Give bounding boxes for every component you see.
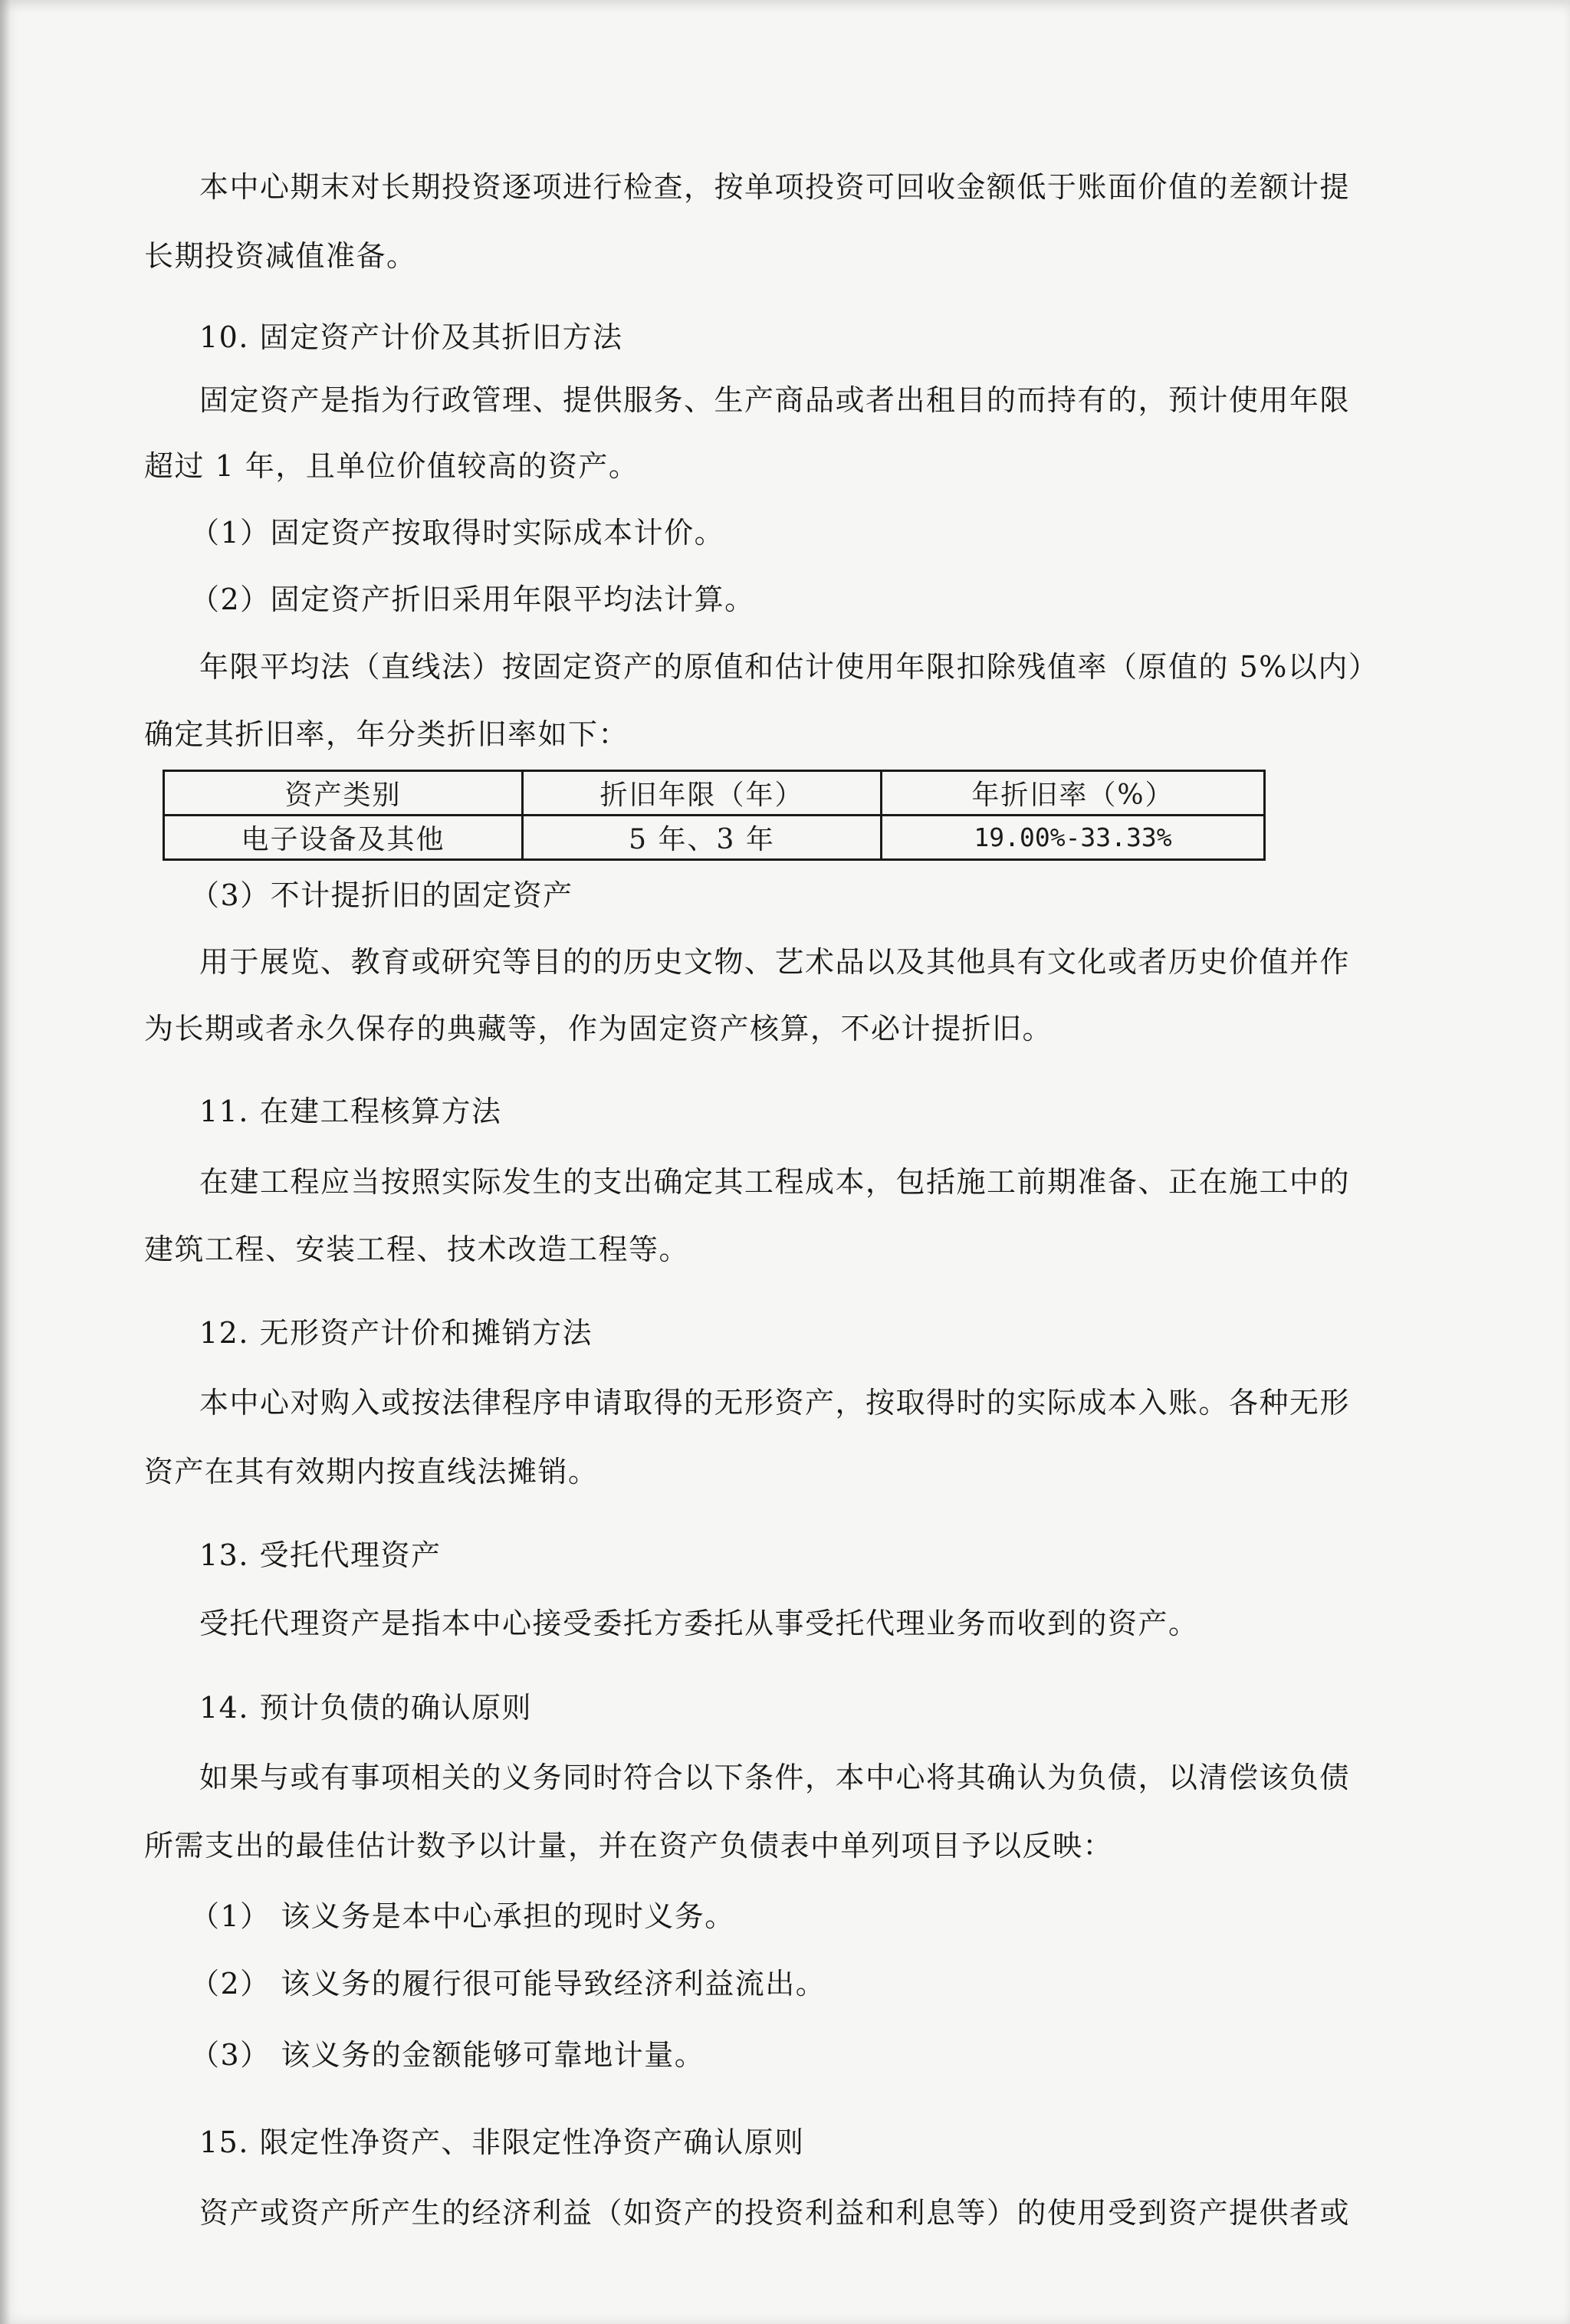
paragraph-line: 超过 1 年，且单位价值较高的资产。 [144,449,639,483]
table-header-cell: 资产类别 [164,771,523,816]
paragraph-line: 固定资产是指为行政管理、提供服务、生产商品或者出租目的而持有的，预计使用年限 [199,383,1351,417]
paragraph-line: 确定其折旧率，年分类折旧率如下： [144,717,629,751]
paragraph-line: 本中心期末对长期投资逐项进行检查，按单项投资可回收金额低于账面价值的差额计提 [199,170,1351,204]
list-item: （2）固定资产折旧采用年限平均法计算。 [190,583,755,616]
section-heading-15: 15. 限定性净资产、非限定性净资产确认原则 [199,2125,805,2159]
paragraph-line: 本中心对购入或按法律程序申请取得的无形资产，按取得时的实际成本入账。各种无形 [199,1386,1351,1420]
section-heading-13: 13. 受托代理资产 [199,1538,442,1572]
list-item: （3） 该义务的金额能够可靠地计量。 [190,2038,705,2072]
paragraph-line: 长期投资减值准备。 [144,239,417,273]
table-cell: 电子设备及其他 [164,816,523,860]
table-row [164,816,1265,860]
paragraph-line: 为长期或者永久保存的典藏等，作为固定资产核算，不必计提折旧。 [144,1012,1053,1045]
paragraph-line: 资产在其有效期内按直线法摊销。 [144,1455,599,1489]
page-edge-shadow [0,0,11,2324]
table-header-row [164,771,1265,816]
section-heading-14: 14. 预计负债的确认原则 [199,1691,533,1725]
table-header-cell: 年折旧率（%） [882,771,1265,816]
paragraph-line: 如果与或有事项相关的义务同时符合以下条件，本中心将其确认为负债，以清偿该负债 [199,1761,1351,1794]
list-item: （1） 该义务是本中心承担的现时义务。 [190,1899,735,1933]
section-heading-11: 11. 在建工程核算方法 [199,1095,502,1128]
paragraph-line: 所需支出的最佳估计数予以计量，并在资产负债表中单列项目予以反映： [144,1829,1114,1863]
list-item: （2） 该义务的履行很可能导致经济利益流出。 [190,1967,826,2001]
section-heading-10: 10. 固定资产计价及其折旧方法 [199,320,623,354]
paragraph-line: 用于展览、教育或研究等目的的历史文物、艺术品以及其他具有文化或者历史价值并作 [199,945,1351,979]
section-heading-12: 12. 无形资产计价和摊销方法 [199,1316,593,1350]
paragraph-line: 在建工程应当按照实际发生的支出确定其工程成本，包括施工前期准备、正在施工中的 [199,1165,1351,1199]
table-header-cell: 折旧年限（年） [523,771,882,816]
table-cell: 19.00%-33.33% [882,816,1265,860]
table-cell: 5 年、3 年 [523,816,882,860]
paragraph-line: 年限平均法（直线法）按固定资产的原值和估计使用年限扣除残值率（原值的 5%以内） [199,650,1379,684]
depreciation-table [163,770,1263,861]
paragraph-line: 建筑工程、安装工程、技术改造工程等。 [144,1233,690,1266]
paragraph-line: 受托代理资产是指本中心接受委托方委托从事受托代理业务而收到的资产。 [199,1607,1199,1640]
paragraph-line: 资产或资产所产生的经济利益（如资产的投资利益和利息等）的使用受到资产提供者或 [199,2196,1351,2230]
list-item: （1）固定资产按取得时实际成本计价。 [190,516,725,550]
list-item: （3）不计提折旧的固定资产 [190,878,573,912]
